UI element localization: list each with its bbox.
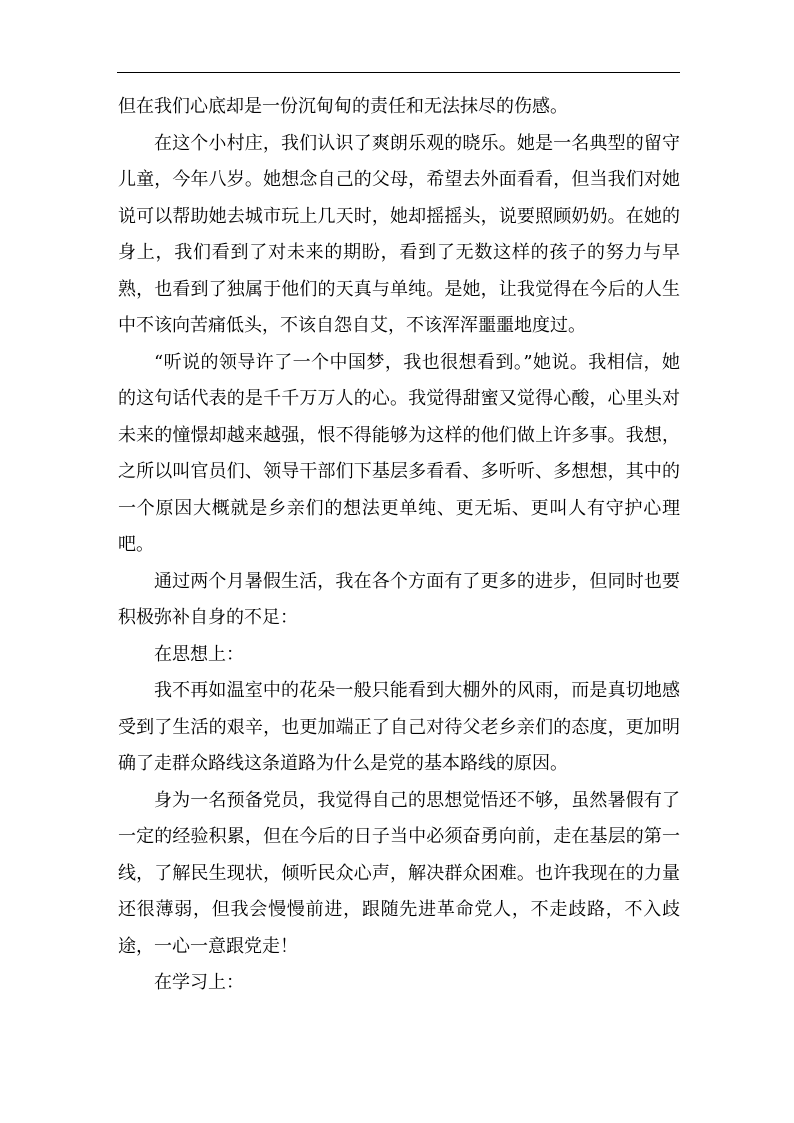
heading-study: 在学习上： [154, 972, 244, 993]
paragraph-chinese-dream: “听说的领导许了一个中国梦，我也很想看到。”她说。我相信，她的这句话代表的是千千万万人的心。我觉得甜蜜又觉得心酸，心里头对未来的憧憬却越来越强，恨不得能够为这样的他们做上许多事。我想，之所以叫官员们、领导干部们下基层多看看、多听听、多想想，其中的一个原因大概就是乡亲们的想法更单纯、更无垢、更叫人有守护心理吧。 [118, 351, 680, 555]
document-body [118, 89, 680, 1002]
paragraph-ideology-1: 我不再如温室中的花朵一般只能看到大棚外的风雨，而是真切地感受到了生活的艰辛，也更加端正了自己对待父老乡亲们的态度，更加明确了走群众路线这条道路为什么是党的基本路线的原因。 [118, 680, 680, 774]
header-rule [117, 72, 680, 73]
paragraph-summer-summary: 通过两个月暑假生活，我在各个方面有了更多的进步，但同时也要积极弥补自身的不足： [118, 570, 680, 628]
paragraph-continuation: 但在我们心底却是一份沉甸甸的责任和无法抹尽的伤感。 [118, 96, 568, 117]
paragraph-xiaole-intro: 在这个小村庄，我们认识了爽朗乐观的晓乐。她是一名典型的留守儿童，今年八岁。她想念自己的父母，希望去外面看看，但当我们对她说可以帮助她去城市玩上几天时，她却摇摇头，说要照顾奶奶。在她的身上，我们看到了对未来的期盼，看到了无数这样的孩子的努力与早熟，也看到了独属于他们的天真与单纯。是她，让我觉得在今后的人生中不该向苦痛低头，不该自怨自艾，不该浑浑噩噩地度过。 [118, 132, 680, 336]
paragraph-ideology-2: 身为一名预备党员，我觉得自己的思想觉悟还不够，虽然暑假有了一定的经验积累，但在今后的日子当中必须奋勇向前，走在基层的第一线，了解民生现状，倾听民众心声，解决群众困难。也许我现在的力量还很薄弱，但我会慢慢前进，跟随先进革命党人，不走歧路，不入歧途，一心一意跟党走！ [118, 789, 680, 957]
heading-ideology: 在思想上： [154, 643, 244, 665]
